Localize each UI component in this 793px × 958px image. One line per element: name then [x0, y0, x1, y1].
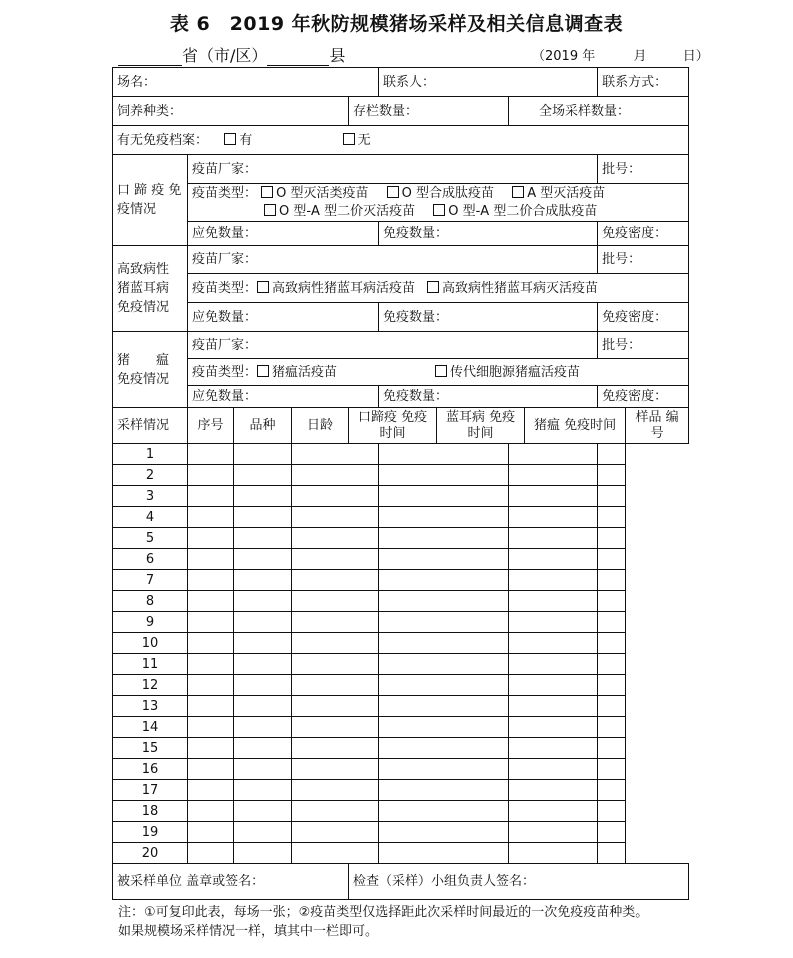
- prrs-count-row: [113, 303, 689, 332]
- sample-cell[interactable]: [509, 801, 598, 822]
- date-year: （2019 年: [532, 49, 596, 64]
- contact-method-field[interactable]: 联系方式：: [598, 68, 689, 97]
- sample-cell[interactable]: [234, 570, 292, 591]
- table-row: [113, 843, 689, 864]
- sample-cell[interactable]: [509, 822, 598, 843]
- sample-cell[interactable]: [379, 717, 509, 738]
- fmd-type-label: 疫苗类型：: [192, 185, 258, 201]
- fmd-batch-field[interactable]: 批号：: [598, 155, 689, 184]
- breed-type-field[interactable]: 饲养种类：: [113, 97, 349, 126]
- sample-cell[interactable]: [234, 528, 292, 549]
- table-row: [113, 507, 689, 528]
- sample-cell[interactable]: [379, 465, 509, 486]
- province-blank[interactable]: [118, 47, 182, 66]
- csf-type-row: [113, 359, 689, 386]
- row-number: 17: [113, 780, 188, 801]
- sample-cell[interactable]: [509, 780, 598, 801]
- sample-cell[interactable]: [292, 759, 379, 780]
- row-number: 12: [113, 675, 188, 696]
- province-label: 省（市/区）: [182, 46, 268, 65]
- no-label: 无: [357, 132, 371, 148]
- sample-cell[interactable]: [598, 549, 626, 570]
- sample-cell[interactable]: [598, 822, 626, 843]
- row-number: 1: [113, 444, 188, 465]
- location-line: [110, 43, 709, 69]
- sample-cell[interactable]: [379, 612, 509, 633]
- sample-cell[interactable]: [292, 570, 379, 591]
- sample-cell[interactable]: [379, 801, 509, 822]
- sample-cell[interactable]: [188, 738, 234, 759]
- sample-cell[interactable]: [188, 465, 234, 486]
- sample-cell[interactable]: [234, 780, 292, 801]
- sample-cell[interactable]: [509, 696, 598, 717]
- row-number: 19: [113, 822, 188, 843]
- sample-cell[interactable]: [598, 444, 626, 465]
- prrs-batch-field[interactable]: 批号：: [598, 246, 689, 274]
- prrs-type-option[interactable]: 高致病性猪蓝耳病灭活疫苗: [427, 280, 598, 297]
- sample-cell[interactable]: [598, 591, 626, 612]
- prrs-type-option[interactable]: 高致病性猪蓝耳病活疫苗: [257, 280, 415, 297]
- farm-info-row: [113, 68, 689, 97]
- sample-cell[interactable]: [509, 528, 598, 549]
- unit-signature-field[interactable]: 被采样单位 盖章或签名：: [113, 864, 349, 900]
- table-row: [113, 801, 689, 822]
- sampling-rows: [113, 444, 689, 864]
- sample-cell[interactable]: [292, 612, 379, 633]
- sample-cell[interactable]: [188, 528, 234, 549]
- sample-cell[interactable]: [509, 507, 598, 528]
- sample-cell[interactable]: [188, 633, 234, 654]
- fmd-immune-count-field[interactable]: 免疫数量：: [379, 222, 598, 246]
- prrs-type-row: [113, 274, 689, 303]
- sample-cell[interactable]: [379, 528, 509, 549]
- table-row: [113, 675, 689, 696]
- table-row: [113, 570, 689, 591]
- sample-cell[interactable]: [188, 759, 234, 780]
- sample-cell[interactable]: [292, 591, 379, 612]
- sample-cell[interactable]: [292, 843, 379, 864]
- sample-cell[interactable]: [379, 759, 509, 780]
- table-row: [113, 633, 689, 654]
- sample-cell[interactable]: [292, 486, 379, 507]
- sample-cell[interactable]: [188, 570, 234, 591]
- row-number: 20: [113, 843, 188, 864]
- sample-cell[interactable]: [292, 507, 379, 528]
- sample-cell[interactable]: [509, 843, 598, 864]
- immune-file-row: [113, 126, 689, 155]
- col-header: 猪瘟 免疫时间: [525, 408, 626, 444]
- sample-cell[interactable]: [598, 465, 626, 486]
- sample-cell[interactable]: [188, 507, 234, 528]
- row-number: 3: [113, 486, 188, 507]
- col-header: 蓝耳病 免疫时间: [437, 408, 525, 444]
- sample-cell[interactable]: [598, 507, 626, 528]
- sample-cell[interactable]: [234, 675, 292, 696]
- sample-cell[interactable]: [234, 465, 292, 486]
- table-row: [113, 717, 689, 738]
- fmd-manufacturer-field[interactable]: 疫苗厂家：: [188, 155, 598, 184]
- signature-row: [113, 864, 689, 900]
- sample-cell[interactable]: [188, 612, 234, 633]
- row-number: 9: [113, 612, 188, 633]
- fmd-type-row: [113, 184, 689, 222]
- sample-cell[interactable]: [379, 843, 509, 864]
- sample-cell[interactable]: [234, 717, 292, 738]
- sample-cell[interactable]: [509, 633, 598, 654]
- sample-cell[interactable]: [188, 696, 234, 717]
- row-number: 11: [113, 654, 188, 675]
- sample-cell[interactable]: [188, 654, 234, 675]
- survey-form: [112, 67, 689, 900]
- sample-cell[interactable]: [234, 612, 292, 633]
- sample-cell[interactable]: [188, 801, 234, 822]
- sample-cell[interactable]: [598, 612, 626, 633]
- farm-stock-row: [113, 97, 689, 126]
- sample-cell[interactable]: [598, 486, 626, 507]
- prrs-section-label: 高致病性 猪蓝耳病 免疫情况: [113, 246, 188, 332]
- sample-cell[interactable]: [598, 801, 626, 822]
- col-header: 口蹄疫 免疫时间: [349, 408, 437, 444]
- sample-cell[interactable]: [292, 633, 379, 654]
- sample-count-field[interactable]: 全场采样数量：: [509, 97, 689, 126]
- sample-cell[interactable]: [379, 780, 509, 801]
- row-number: 7: [113, 570, 188, 591]
- fmd-should-immune-field[interactable]: 应免数量：: [188, 222, 379, 246]
- sample-cell[interactable]: [379, 696, 509, 717]
- row-number: 4: [113, 507, 188, 528]
- sample-cell[interactable]: [292, 549, 379, 570]
- fmd-manufacturer-row: [113, 155, 689, 184]
- row-number: 2: [113, 465, 188, 486]
- immune-file-label: 有无免疫档案：: [117, 132, 209, 148]
- prrs-type-label: 疫苗类型：: [192, 280, 258, 296]
- sample-cell[interactable]: [234, 633, 292, 654]
- leader-signature-field[interactable]: 检查（采样）小组负责人签名：: [349, 864, 689, 900]
- sample-cell[interactable]: [598, 675, 626, 696]
- prrs-manufacturer-row: [113, 246, 689, 274]
- sample-cell[interactable]: [292, 528, 379, 549]
- row-number: 14: [113, 717, 188, 738]
- row-number: 16: [113, 759, 188, 780]
- fmd-density-field[interactable]: 免疫密度：: [598, 222, 689, 246]
- table-row: [113, 654, 689, 675]
- sample-cell[interactable]: [509, 612, 598, 633]
- sample-cell[interactable]: [509, 570, 598, 591]
- sample-cell[interactable]: [188, 486, 234, 507]
- sample-cell[interactable]: [509, 738, 598, 759]
- sample-cell[interactable]: [234, 654, 292, 675]
- sample-cell[interactable]: [234, 801, 292, 822]
- sample-cell[interactable]: [509, 675, 598, 696]
- county-blank[interactable]: [267, 47, 329, 66]
- date-day: 日）: [682, 49, 709, 64]
- sampling-section-label: 采样情况: [113, 408, 188, 444]
- sample-cell[interactable]: [509, 465, 598, 486]
- table-row: [113, 528, 689, 549]
- page-title: 表 6 2019 年秋防规模猪场采样及相关信息调查表: [169, 13, 624, 35]
- row-number: 10: [113, 633, 188, 654]
- csf-count-row: [113, 386, 689, 408]
- table-row: [113, 591, 689, 612]
- footnote-line: 如果规模场采样情况一样，填其中一栏即可。: [118, 924, 379, 939]
- table-row: [113, 738, 689, 759]
- sample-cell[interactable]: [292, 465, 379, 486]
- sample-cell[interactable]: [234, 738, 292, 759]
- sample-cell[interactable]: [509, 717, 598, 738]
- farm-name-field[interactable]: 场名：: [113, 68, 379, 97]
- csf-immune-count-field[interactable]: 免疫数量：: [379, 386, 598, 408]
- sample-cell[interactable]: [188, 717, 234, 738]
- sample-cell[interactable]: [188, 444, 234, 465]
- sample-cell[interactable]: [188, 675, 234, 696]
- prrs-should-immune-field[interactable]: 应免数量：: [188, 303, 379, 332]
- sample-cell[interactable]: [598, 759, 626, 780]
- sample-cell[interactable]: [379, 570, 509, 591]
- sample-cell[interactable]: [598, 696, 626, 717]
- table-row: [113, 612, 689, 633]
- csf-should-immune-field[interactable]: 应免数量：: [188, 386, 379, 408]
- sample-cell[interactable]: [379, 633, 509, 654]
- sample-cell[interactable]: [234, 549, 292, 570]
- prrs-immune-count-field[interactable]: 免疫数量：: [379, 303, 598, 332]
- csf-section-label: 猪 瘟 免疫情况: [113, 332, 188, 408]
- county-label: 县: [329, 46, 346, 65]
- csf-batch-field[interactable]: 批号：: [598, 332, 689, 359]
- col-header: 样品 编号: [626, 408, 689, 444]
- table-row: [113, 444, 689, 465]
- csf-density-field[interactable]: 免疫密度：: [598, 386, 689, 408]
- sample-cell[interactable]: [509, 591, 598, 612]
- fmd-type-option[interactable]: A 型灭活疫苗: [512, 185, 605, 203]
- sample-cell[interactable]: [292, 696, 379, 717]
- sample-cell[interactable]: [379, 591, 509, 612]
- sample-cell[interactable]: [598, 654, 626, 675]
- sample-cell[interactable]: [188, 822, 234, 843]
- row-number: 15: [113, 738, 188, 759]
- csf-type-option[interactable]: 传代细胞源猪瘟活疫苗: [435, 364, 580, 381]
- sample-cell[interactable]: [234, 843, 292, 864]
- sample-cell[interactable]: [509, 486, 598, 507]
- sample-cell[interactable]: [379, 822, 509, 843]
- sample-cell[interactable]: [509, 444, 598, 465]
- sample-cell[interactable]: [234, 822, 292, 843]
- sample-cell[interactable]: [379, 675, 509, 696]
- sampling-header-row: [113, 408, 689, 444]
- sample-cell[interactable]: [379, 444, 509, 465]
- sample-cell[interactable]: [292, 801, 379, 822]
- table-row: [113, 486, 689, 507]
- sample-cell[interactable]: [509, 759, 598, 780]
- csf-manufacturer-field[interactable]: 疫苗厂家：: [188, 332, 598, 359]
- sample-cell[interactable]: [379, 654, 509, 675]
- table-row: [113, 822, 689, 843]
- sample-cell[interactable]: [379, 507, 509, 528]
- sample-cell[interactable]: [598, 738, 626, 759]
- row-number: 13: [113, 696, 188, 717]
- sample-cell[interactable]: [598, 633, 626, 654]
- footnote: [118, 903, 698, 941]
- sample-cell[interactable]: [188, 780, 234, 801]
- fmd-type-option[interactable]: O 型合成肽疫苗: [387, 185, 494, 203]
- sample-cell[interactable]: [234, 759, 292, 780]
- row-number: 5: [113, 528, 188, 549]
- sample-cell[interactable]: [379, 738, 509, 759]
- sample-cell[interactable]: [234, 507, 292, 528]
- table-row: [113, 759, 689, 780]
- sample-cell[interactable]: [598, 717, 626, 738]
- yes-label: 有: [239, 132, 253, 148]
- sample-cell[interactable]: [188, 591, 234, 612]
- col-header: 序号: [188, 408, 234, 444]
- sample-cell[interactable]: [379, 549, 509, 570]
- sample-cell[interactable]: [598, 570, 626, 591]
- sample-cell[interactable]: [188, 843, 234, 864]
- row-number: 6: [113, 549, 188, 570]
- col-header: 品种: [234, 408, 292, 444]
- sample-cell[interactable]: [188, 549, 234, 570]
- footnote-line: 注：①可复印此表，每场一张；②疫苗类型仅选择距此次采样时间最近的一次免疫疫苗种类。: [118, 905, 649, 920]
- sample-cell[interactable]: [234, 696, 292, 717]
- col-header: 日龄: [292, 408, 349, 444]
- sample-cell[interactable]: [292, 738, 379, 759]
- no-checkbox[interactable]: [343, 133, 355, 145]
- fmd-type-option[interactable]: O 型-A 型二价灭活疫苗: [264, 203, 415, 221]
- sample-cell[interactable]: [234, 486, 292, 507]
- sample-cell[interactable]: [292, 444, 379, 465]
- table-row: [113, 696, 689, 717]
- row-number: 18: [113, 801, 188, 822]
- table-row: [113, 549, 689, 570]
- csf-manufacturer-row: [113, 332, 689, 359]
- sample-cell[interactable]: [292, 654, 379, 675]
- fmd-type-option[interactable]: O 型-A 型二价合成肽疫苗: [433, 203, 597, 221]
- fmd-type-option[interactable]: O 型灭活类疫苗: [261, 185, 368, 203]
- sample-cell[interactable]: [379, 486, 509, 507]
- table-row: [113, 780, 689, 801]
- inventory-field[interactable]: 存栏数量：: [349, 97, 509, 126]
- table-row: [113, 465, 689, 486]
- row-number: 8: [113, 591, 188, 612]
- fmd-count-row: [113, 222, 689, 246]
- sample-cell[interactable]: [598, 843, 626, 864]
- prrs-density-field[interactable]: 免疫密度：: [598, 303, 689, 332]
- sample-cell[interactable]: [292, 675, 379, 696]
- sample-cell[interactable]: [292, 717, 379, 738]
- csf-type-label: 疫苗类型：: [192, 364, 258, 380]
- contact-person-field[interactable]: 联系人：: [379, 68, 598, 97]
- fmd-section-label: 口 蹄 疫 免疫情况: [113, 155, 188, 246]
- survey-date: [532, 45, 709, 64]
- prrs-manufacturer-field[interactable]: 疫苗厂家：: [188, 246, 598, 274]
- sample-cell[interactable]: [234, 591, 292, 612]
- sample-cell[interactable]: [598, 780, 626, 801]
- yes-checkbox[interactable]: [224, 133, 236, 145]
- sample-cell[interactable]: [292, 780, 379, 801]
- sample-cell[interactable]: [598, 528, 626, 549]
- csf-type-option[interactable]: 猪瘟活疫苗: [257, 364, 337, 381]
- sample-cell[interactable]: [509, 549, 598, 570]
- date-month: 月: [633, 49, 647, 64]
- sample-cell[interactable]: [292, 822, 379, 843]
- sample-cell[interactable]: [234, 444, 292, 465]
- sample-cell[interactable]: [509, 654, 598, 675]
